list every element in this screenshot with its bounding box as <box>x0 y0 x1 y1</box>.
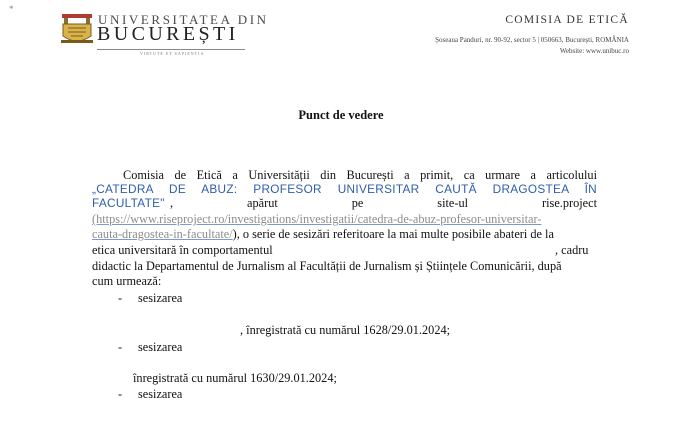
article-title-line-2: FACULTATE" <box>92 196 165 210</box>
article-link-part-2[interactable]: cauta-dragostea-in-facultate/ <box>92 227 233 241</box>
paragraph-line-1: Comisia de Etică a Universității din București a primit, ca urmare a articolului <box>123 168 597 182</box>
paragraph-line-7: didactic la Departamentul de Jurnalism al Facultății de Jurnalism și Științele Comunicării, după <box>92 259 562 273</box>
paragraph-line-8: cum urmează: <box>92 274 162 288</box>
university-crest-logo <box>60 12 94 48</box>
university-tagline: VIRTUTE ET SAPIENTIA <box>140 51 205 56</box>
paragraph-line-6a: etica universitară în comportamentul <box>92 243 273 257</box>
bullet-1-detail: , înregistrată cu numărul 1628/29.01.2024; <box>240 323 451 337</box>
bullet-3-label: sesizarea <box>138 387 183 401</box>
document-title: Punct de vedere <box>298 108 384 122</box>
article-link-part-1[interactable]: (https://www.riseproject.ro/investigations/investigatii/catedra-de-abuz-profesor-universitar- <box>92 212 542 226</box>
bullet-dash-3: - <box>118 387 123 401</box>
logo-divider <box>97 49 245 50</box>
bullet-dash-2: - <box>118 340 123 354</box>
paragraph-line-3 <box>92 196 597 211</box>
paragraph-line-3-text: , apărut pe site-ul rise.project <box>170 196 597 210</box>
paragraph-line-5-text: ), o serie de sesizări referitoare la mai multe posibile abateri de la <box>232 227 554 241</box>
bullet-2-detail: înregistrată cu numărul 1630/29.01.2024; <box>133 371 337 385</box>
commission-name: COMISIA DE ETICĂ <box>505 14 629 26</box>
bullet-1-label: sesizarea <box>138 291 183 305</box>
bullet-dash-1: - <box>118 291 123 305</box>
paragraph-line-4 <box>92 212 541 227</box>
bullet-2-label: sesizarea <box>138 340 183 354</box>
header-address: Șoseaua Panduri, nr. 90-92, sector 5 | 050663, București, ROMÂNIA <box>435 36 629 44</box>
university-name-main: BUCUREȘTI <box>97 23 239 45</box>
paragraph-line-6b: , cadru <box>555 243 589 257</box>
article-title-line-1: „CATEDRA DE ABUZ: PROFESOR UNIVERSITAR CAUTĂ DRAGOSTEA ÎN <box>92 182 597 196</box>
header-website: Website: www.unibuc.ro <box>559 47 629 55</box>
university-name-top: UNIVERSITATEA DIN <box>98 12 269 27</box>
paragraph-line-5 <box>92 227 554 242</box>
corner-mark: * <box>9 4 14 14</box>
